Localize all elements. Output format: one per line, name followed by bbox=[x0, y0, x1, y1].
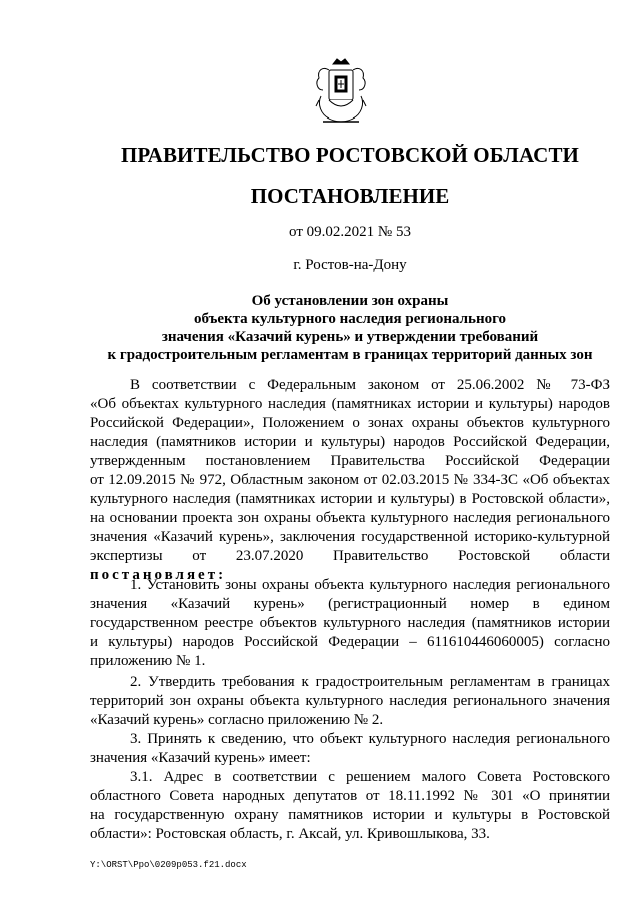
item-line: 2. Утвердить требования к градостроительным регламентам в границах bbox=[130, 674, 610, 690]
title-line: Об установлении зон охраны bbox=[251, 293, 449, 309]
preamble-line: утвержденным постановлением Правительства Российской Федерации bbox=[90, 453, 610, 469]
decree-word: постановляет: bbox=[90, 567, 227, 583]
preamble-line: на основании проекта зон охраны объекта культурного наследия регионального bbox=[90, 510, 610, 526]
preamble-line: экспертизы от 23.07.2020 Правительство Ростовской области bbox=[90, 548, 610, 564]
preamble-line: значения «Казачий курень», заключения государственной историко-культурной bbox=[90, 529, 610, 545]
item-line: 1. Установить зоны охраны объекта культурного наследия регионального bbox=[130, 577, 610, 593]
item-line: и культуры) народов Российской Федерации – 611610446060005) согласно bbox=[90, 634, 610, 650]
preamble-line: от 12.09.2015 № 972, Областным законом от 02.03.2015 № 334-ЗС «Об объектах bbox=[90, 472, 610, 488]
item-line: на государственную охрану памятников истории и культуры в Ростовской bbox=[90, 807, 610, 823]
item-line: приложению № 1. bbox=[90, 653, 206, 669]
preamble-line: В соответствии с Федеральным законом от 25.06.2002 № 73-ФЗ bbox=[130, 377, 610, 393]
city: г. Ростов-на-Дону bbox=[293, 257, 407, 273]
item-line: значения «Казачий курень» имеет: bbox=[90, 750, 311, 766]
preamble-line: культурного наследия (памятниках истории и культуры) в Ростовской области», bbox=[90, 491, 610, 507]
title-line: к градостроительным регламентам в границах территорий данных зон bbox=[107, 347, 593, 363]
document-type: ПОСТАНОВЛЕНИЕ bbox=[250, 184, 450, 208]
item-line: «Казачий курень» согласно приложению № 2. bbox=[90, 712, 384, 728]
coat-of-arms-icon bbox=[313, 56, 369, 128]
preamble-line: «Об объектах культурного наследия (памятниках истории и культуры) народов bbox=[90, 396, 610, 412]
title-line: объекта культурного наследия регионального bbox=[193, 311, 507, 327]
item-line: 3. Принять к сведению, что объект культурного наследия регионального bbox=[130, 731, 610, 747]
preamble-line: наследия (памятников истории и культуры) народов Российской Федерации, bbox=[90, 434, 610, 450]
item-line: территорий зон охраны объекта культурного наследия регионального значения bbox=[90, 693, 610, 709]
preamble bbox=[90, 376, 610, 585]
item-3 bbox=[90, 730, 610, 844]
item-line: значения «Казачий курень» (регистрационный номер в едином bbox=[90, 596, 610, 612]
document-title bbox=[90, 292, 610, 364]
title-line: значения «Казачий курень» и утверждении требований bbox=[161, 329, 539, 345]
item-line: 3.1. Адрес в соответствии с решением малого Совета Ростовского bbox=[130, 769, 610, 785]
date-number: от 09.02.2021 № 53 bbox=[289, 224, 411, 240]
item-line: области»: Ростовская область, г. Аксай, ул. Кривошлыкова, 33. bbox=[90, 826, 490, 842]
preamble-line: Российской Федерации», Положением о зонах охраны объектов культурного bbox=[90, 415, 610, 431]
item-2 bbox=[90, 673, 610, 730]
item-line: областного Совета народных депутатов от 18.11.1992 № 301 «О принятии bbox=[90, 788, 610, 804]
file-path-footer: Y:\ORST\Ppo\0209p053.f21.docx bbox=[90, 860, 247, 870]
item-line: государственном реестре объектов культурного наследия (памятников истории bbox=[90, 615, 610, 631]
organization-title: ПРАВИТЕЛЬСТВО РОСТОВСКОЙ ОБЛАСТИ bbox=[121, 143, 579, 167]
item-1 bbox=[90, 576, 610, 671]
